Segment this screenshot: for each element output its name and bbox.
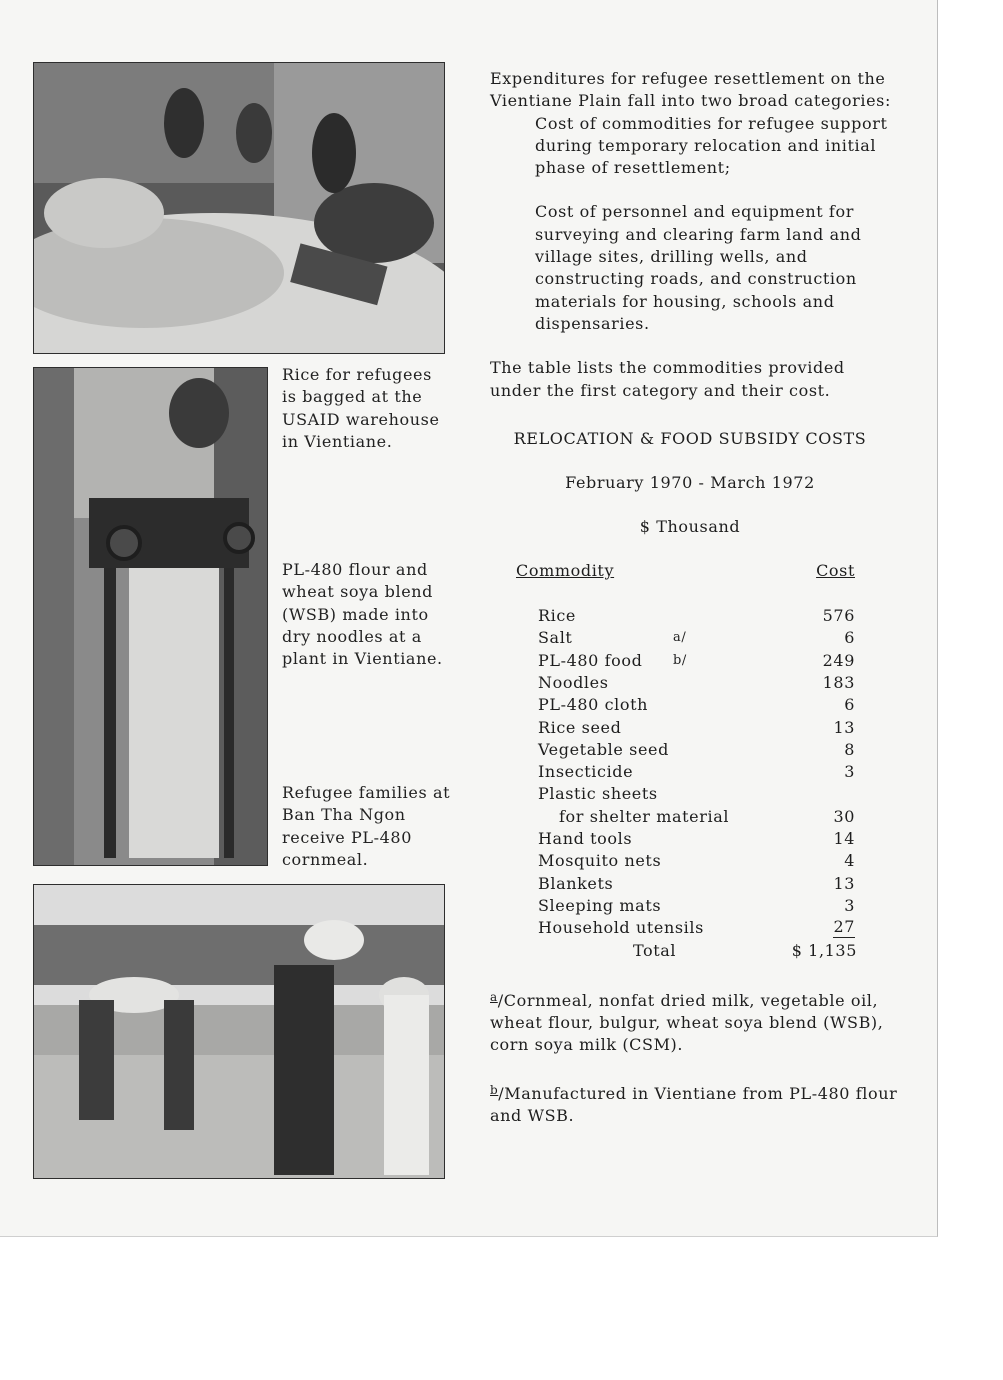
intro-paragraph: Expenditures for refugee resettlement on the Vientiane Plain fall into two broad categories:: [490, 69, 891, 111]
photo-rice-warehouse: [33, 62, 445, 354]
footnote-reference: b/: [673, 652, 687, 668]
commodity-name: PL-480 food: [538, 650, 643, 670]
table-title: RELOCATION & FOOD SUBSIDY COSTS: [513, 428, 867, 448]
commodity-name: Insecticide: [538, 762, 634, 782]
table-unit: $ Thousand: [639, 517, 741, 537]
commodity-name: Household utensils: [538, 918, 704, 938]
table-row: [490, 917, 900, 939]
commodity-name: Blankets: [538, 873, 614, 893]
commodity-name: Rice: [538, 606, 576, 626]
commodity-cost: 576: [822, 606, 855, 626]
commodity-name: Rice seed: [538, 717, 622, 737]
caption-noodles: PL-480 flour and wheat soya blend (WSB) made into dry noodles at a plant in Vientiane.: [282, 560, 443, 669]
photo-ban-tha-ngon: [33, 884, 445, 1179]
caption-cornmeal: Refugee families at Ban Tha Ngon receive PL-480 cornmeal.: [282, 783, 451, 869]
commodity-cost: 4: [844, 851, 855, 871]
commodity-cost: 27: [833, 917, 855, 937]
table-row: [490, 783, 900, 805]
commodity-name: Hand tools: [538, 829, 633, 849]
footnote-b-mark: b: [490, 1082, 499, 1097]
table-row: [490, 895, 900, 917]
table-body: [490, 605, 900, 939]
footnote-a-mark: a: [490, 989, 498, 1004]
commodity-name: Sleeping mats: [538, 895, 662, 915]
table-row: [490, 627, 900, 649]
column-header-cost: Cost: [816, 560, 855, 580]
commodity-name: Plastic sheets: [538, 784, 658, 804]
category-personnel: Cost of personnel and equipment for surveying and clearing farm land and village sites, drilling wells, and constructing roads, and construction materials for housing, schools and dispensaries.: [535, 202, 862, 333]
table-row: [490, 828, 900, 850]
table-row: [490, 717, 900, 739]
commodity-cost: 6: [844, 695, 855, 715]
footnote-b: [490, 1079, 900, 1128]
total-value: $ 1,135: [791, 940, 857, 960]
commodity-cost: 8: [844, 739, 855, 759]
caption-rice: Rice for refugees is bagged at the USAID warehouse in Vientiane.: [282, 365, 440, 451]
commodity-cost: 30: [833, 806, 855, 826]
commodity-name: for shelter material: [559, 806, 730, 826]
commodity-cost: 3: [844, 895, 855, 915]
commodity-cost: 13: [833, 717, 855, 737]
table-row: [490, 850, 900, 872]
footnote-a-text: /Cornmeal, nonfat dried milk, vegetable oil, wheat flour, bulgur, wheat soya blend (WSB), corn soya milk (CSM).: [490, 990, 884, 1055]
commodity-cost: 183: [822, 672, 855, 692]
main-text-column: [490, 68, 900, 1127]
total-label: Total: [633, 940, 677, 960]
commodity-name: Noodles: [538, 672, 609, 692]
table-row: [490, 694, 900, 716]
footnote-reference: a/: [673, 630, 687, 646]
footnote-a: [490, 986, 900, 1057]
table-intro: The table lists the commodities provided under the first category and their cost.: [490, 358, 845, 400]
category-commodities: Cost of commodities for refugee support during temporary relocation and initial phase of resettlement;: [535, 113, 888, 178]
photo-noodle-plant: [33, 367, 268, 866]
table-period: February 1970 - March 1972: [565, 473, 815, 493]
column-header-commodity: Commodity: [516, 560, 615, 580]
commodity-cost: 249: [822, 650, 855, 670]
table-row: [490, 650, 900, 672]
commodity-cost: 6: [844, 628, 855, 648]
commodity-cost: 14: [833, 829, 855, 849]
commodity-cost: 13: [833, 873, 855, 893]
commodity-name: Vegetable seed: [538, 739, 669, 759]
commodity-cost: 3: [844, 762, 855, 782]
table-row: [490, 761, 900, 783]
commodity-name: PL-480 cloth: [538, 695, 649, 715]
table-row: [490, 806, 900, 828]
commodity-name: Salt: [538, 628, 573, 648]
commodity-name: Mosquito nets: [538, 851, 662, 871]
table-row: [490, 739, 900, 761]
table-row: [490, 873, 900, 895]
table-header-row: [490, 560, 900, 582]
table-row: [490, 672, 900, 694]
footnote-b-text: /Manufactured in Vientiane from PL-480 flour and WSB.: [490, 1083, 898, 1125]
table-total-row: [490, 940, 900, 962]
table-row: [490, 605, 900, 627]
